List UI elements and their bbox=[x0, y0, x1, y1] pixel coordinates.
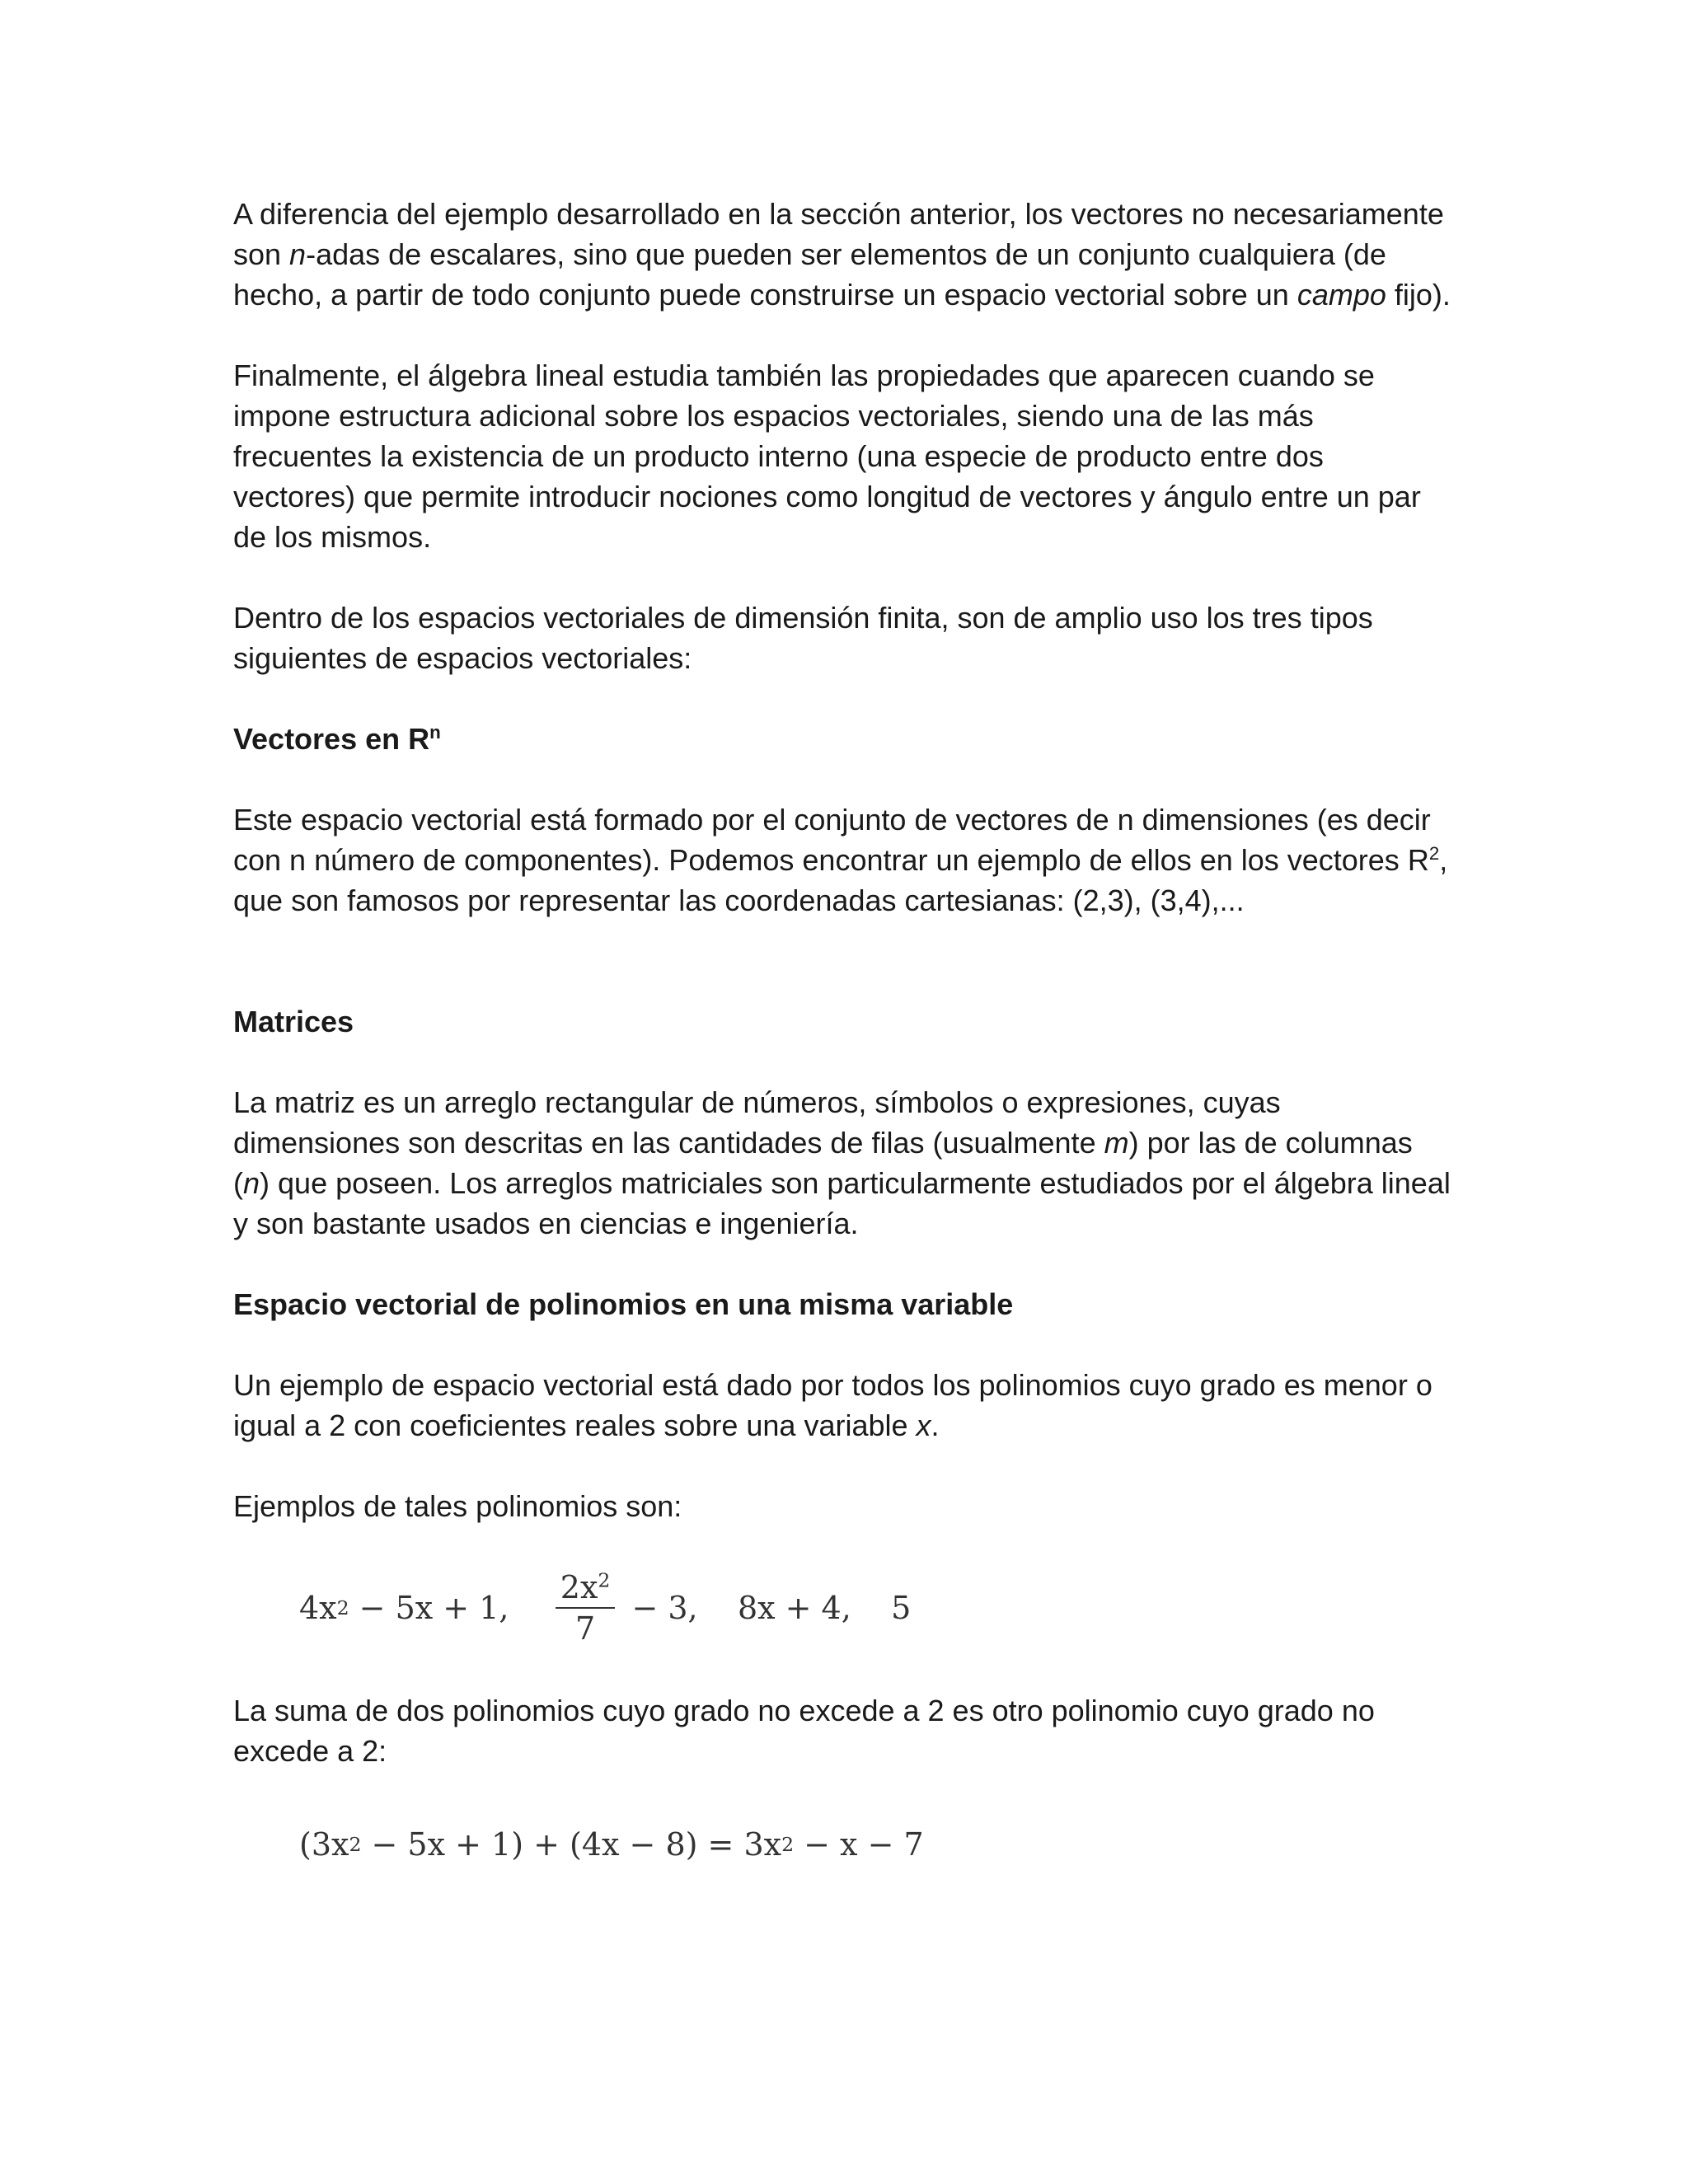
math-term: (3x bbox=[299, 1825, 349, 1863]
fraction-denominator: 7 bbox=[574, 1610, 596, 1647]
paragraph-finalmente: Finalmente, el álgebra lineal estudia también las propiedades que aparecen cuando se impone estructura adicional sobre los espacios vectoriales, siendo una de las más frecuentes la existencia de un producto interno (una especie de producto entre dos vectores) que permite introducir nociones como longitud de vectores y ángulo entre un par de los mismos. bbox=[233, 359, 1421, 554]
math-fraction bbox=[556, 1569, 616, 1647]
text-run: Este espacio vectorial está formado por el conjunto de vectores de n dimensiones (es decir con n número de componentes). Podemos encontrar un ejemplo de ellos en los vectores R bbox=[233, 803, 1431, 877]
text-run: , que son famosos por representar las coordenadas cartesianas: (2,3), (3,4),... bbox=[233, 843, 1448, 917]
paragraph-dentro: Dentro de los espacios vectoriales de dimensión finita, son de amplio uso los tres tipos siguientes de espacios vectoriales: bbox=[233, 601, 1373, 675]
math-term: − 3, 8x + 4, 5 bbox=[621, 1589, 912, 1626]
equation-polynomial-examples: 4x 2 − 5x + 1, $\frac{2x^2}{7}$ − 3, 8x + 4, 5 bbox=[299, 1568, 912, 1647]
italic-n: n bbox=[289, 237, 307, 271]
paragraph-matrices bbox=[233, 1082, 1453, 1244]
math-term: − 5x + 1, bbox=[349, 1589, 549, 1626]
italic-x: x bbox=[916, 1408, 931, 1442]
text-run: fijo). bbox=[1386, 278, 1451, 312]
heading-matrices: Matrices bbox=[233, 1005, 354, 1038]
paragraph-intro bbox=[233, 194, 1453, 315]
paragraph-polinomios bbox=[233, 1365, 1453, 1446]
text-run: . bbox=[931, 1408, 940, 1442]
fraction-numerator bbox=[556, 1569, 616, 1609]
superscript: 2 bbox=[1428, 843, 1440, 864]
math-term: − 5x + 1) + (4x − 8) = 3x bbox=[361, 1825, 782, 1863]
italic-n: n bbox=[243, 1166, 260, 1200]
text-run: ) que poseen. Los arreglos matriciales son particularmente estudiados por el álgebra lineal y son bastante usados en ciencias e ingeniería. bbox=[233, 1166, 1451, 1240]
equation-polynomial-sum: (3x 2 − 5x + 1) + (4x − 8) = 3x 2 − x − 7 bbox=[299, 1811, 1453, 1877]
italic-campo: campo bbox=[1296, 278, 1386, 312]
math-term: − x − 7 bbox=[794, 1825, 924, 1863]
math-term: 2x bbox=[560, 1569, 598, 1605]
math-superscript: 2 bbox=[598, 1568, 611, 1592]
math-term: 4x bbox=[299, 1589, 337, 1626]
document-body bbox=[233, 194, 1453, 1877]
text-run: ) por las de columnas ( bbox=[233, 1126, 1413, 1200]
text-run: La matriz es un arreglo rectangular de números, símbolos o expresiones, cuyas dimensiones son descritas en las cantidades de filas (usualmente bbox=[233, 1085, 1281, 1160]
heading-text: Vectores en R bbox=[233, 722, 430, 756]
heading-superscript: n bbox=[429, 722, 441, 743]
paragraph-examples-intro: Ejemplos de tales polinomios son: bbox=[233, 1489, 682, 1523]
heading-vectores bbox=[233, 719, 1453, 759]
paragraph-vectores bbox=[233, 799, 1453, 921]
paragraph-sum-intro: La suma de dos polinomios cuyo grado no excede a 2 es otro polinomio cuyo grado no excede a 2: bbox=[233, 1694, 1375, 1768]
heading-polinomios: Espacio vectorial de polinomios en una misma variable bbox=[233, 1287, 1014, 1321]
text-run: -adas de escalares, sino que pueden ser elementos de un conjunto cualquiera (de hecho, a partir de todo conjunto puede construirse un espacio vectorial sobre un bbox=[233, 237, 1386, 312]
text-run: A diferencia del ejemplo desarrollado en la sección anterior, los vectores no necesariamente son bbox=[233, 197, 1444, 271]
text-run: Un ejemplo de espacio vectorial está dado por todos los polinomios cuyo grado es menor o igual a 2 con coeficientes reales sobre una variable bbox=[233, 1368, 1432, 1442]
italic-m: m bbox=[1104, 1126, 1129, 1160]
